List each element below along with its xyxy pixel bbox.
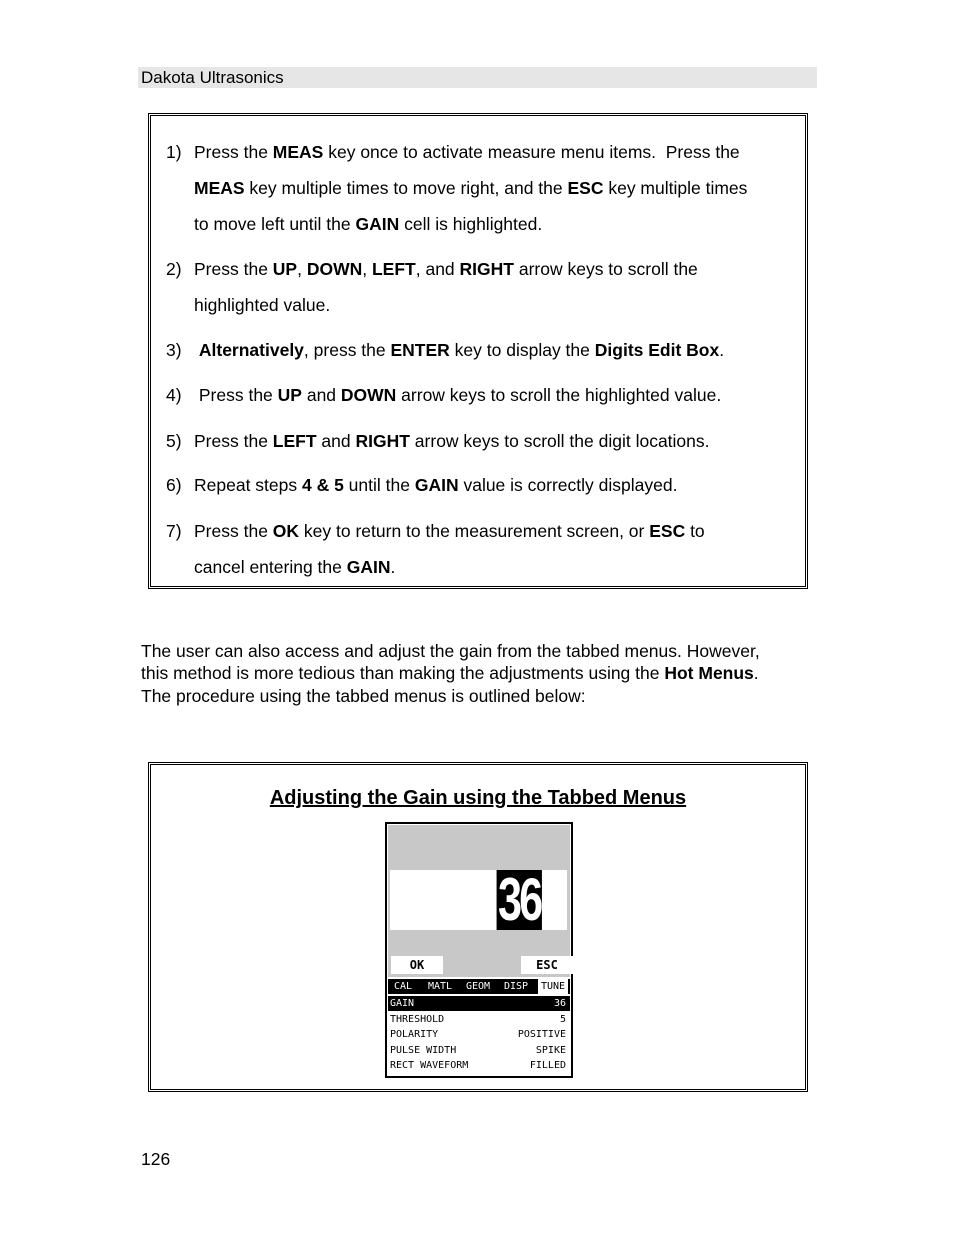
key-term: 4 & 5 xyxy=(301,475,344,495)
menu-item-gain[interactable] xyxy=(388,996,570,1011)
paragraph-line-2 xyxy=(141,663,816,685)
step-number: 4) xyxy=(166,385,182,405)
step-text xyxy=(194,377,799,413)
step-number: 6) xyxy=(166,475,182,495)
esc-button[interactable]: ESC xyxy=(521,956,573,974)
menu-item-label: RECT WAVEFORM xyxy=(390,1060,469,1071)
digits-edit-box xyxy=(388,825,570,977)
menu-item-value: 36 xyxy=(553,998,566,1009)
key-term: RIGHT xyxy=(459,259,514,279)
step-number: 2) xyxy=(166,259,182,279)
step-number: 1) xyxy=(166,142,182,162)
tab-geom[interactable]: GEOM xyxy=(466,981,491,992)
header-title: Dakota Ultrasonics xyxy=(141,68,284,87)
step-line: Press the UP and DOWN arrow keys to scroll the highlighted value. xyxy=(194,385,722,405)
intro-paragraph xyxy=(141,641,816,708)
key-term: GAIN xyxy=(346,557,391,577)
menu-item-polarity[interactable] xyxy=(388,1027,570,1042)
figure-box xyxy=(148,762,808,1092)
key-term: Alternatively xyxy=(198,340,304,360)
tab-cal[interactable]: CAL xyxy=(394,981,413,992)
step-line: Press the LEFT and RIGHT arrow keys to scroll the digit locations. xyxy=(194,431,710,451)
step-line: Press the MEAS key once to activate measure menu items. Press the xyxy=(194,142,740,162)
step-number: 5) xyxy=(166,431,182,451)
menu-item-pulse-width[interactable] xyxy=(388,1043,570,1058)
paragraph-line-2-text: this method is more tedious than making the adjustments using the xyxy=(141,662,665,683)
key-term: OK xyxy=(272,521,300,541)
key-term: MEAS xyxy=(272,142,324,162)
steps-box xyxy=(148,113,808,589)
key-term: ESC xyxy=(567,178,604,198)
step-line: to move left until the GAIN cell is highlighted. xyxy=(194,214,543,234)
key-term: UP xyxy=(272,259,298,279)
menu-item-label: PULSE WIDTH xyxy=(390,1044,457,1056)
menu-item-threshold[interactable] xyxy=(388,1012,570,1027)
key-term: RIGHT xyxy=(355,431,410,451)
step-text xyxy=(194,251,799,323)
tab-tune[interactable]: TUNE xyxy=(538,979,568,994)
key-term: DOWN xyxy=(306,259,363,279)
ok-button[interactable]: OK xyxy=(391,956,443,974)
step-text xyxy=(194,467,799,503)
menu-tabs xyxy=(388,979,570,994)
step-number: 3) xyxy=(166,340,182,360)
menu-item-value: FILLED xyxy=(529,1060,566,1071)
key-term: GAIN xyxy=(414,475,459,495)
paragraph-line-1: The user can also access and adjust the gain from the tabbed menus. However, xyxy=(141,641,760,661)
digit-display xyxy=(390,866,567,933)
menu-item-value: 5 xyxy=(559,1013,566,1025)
menu-item-rect-waveform[interactable] xyxy=(388,1058,570,1073)
hot-menus-term: Hot Menus xyxy=(664,662,754,683)
step-text xyxy=(194,332,799,368)
key-term: MEAS xyxy=(194,178,245,198)
key-term: ENTER xyxy=(390,340,450,360)
step-line: highlighted value. xyxy=(194,295,331,315)
gauge-screen xyxy=(385,822,573,1078)
running-header xyxy=(138,67,817,88)
step-line: Repeat steps 4 & 5 until the GAIN value is correctly displayed. xyxy=(194,475,678,495)
key-term: Digits Edit Box xyxy=(594,340,720,360)
menu-item-label: GAIN xyxy=(390,998,415,1009)
step-line: MEAS key multiple times to move right, and the ESC key multiple times xyxy=(194,178,748,198)
paragraph-line-2-end: . xyxy=(753,662,759,683)
step-number: 7) xyxy=(166,521,182,541)
key-term: UP xyxy=(277,385,302,405)
key-term: LEFT xyxy=(371,259,416,279)
menu-item-label: THRESHOLD xyxy=(390,1013,445,1025)
step-line: Alternatively, press the ENTER key to display the Digits Edit Box. xyxy=(198,340,725,360)
figure-title: Adjusting the Gain using the Tabbed Menus xyxy=(269,787,687,809)
tab-disp[interactable]: DISP xyxy=(504,981,529,992)
tab-matl[interactable]: MATL xyxy=(428,981,453,992)
key-term: DOWN xyxy=(340,385,397,405)
menu-item-value: SPIKE xyxy=(535,1044,566,1056)
step-text xyxy=(194,423,799,459)
step-line: Press the UP, DOWN, LEFT, and RIGHT arrow keys to scroll the xyxy=(194,259,698,279)
step-line: cancel entering the GAIN. xyxy=(194,557,396,577)
menu-item-value: POSITIVE xyxy=(517,1029,566,1040)
key-term: ESC xyxy=(649,521,686,541)
page-number: 126 xyxy=(141,1149,171,1169)
key-term: GAIN xyxy=(355,214,400,234)
step-text xyxy=(194,513,799,585)
step-line: Press the OK key to return to the measurement screen, or ESC to xyxy=(194,521,705,541)
menu-item-label: POLARITY xyxy=(390,1029,439,1040)
paragraph-line-3: The procedure using the tabbed menus is outlined below: xyxy=(141,686,586,706)
step-text xyxy=(194,134,799,242)
gain-digits: 36 xyxy=(498,866,541,933)
key-term: LEFT xyxy=(272,431,317,451)
